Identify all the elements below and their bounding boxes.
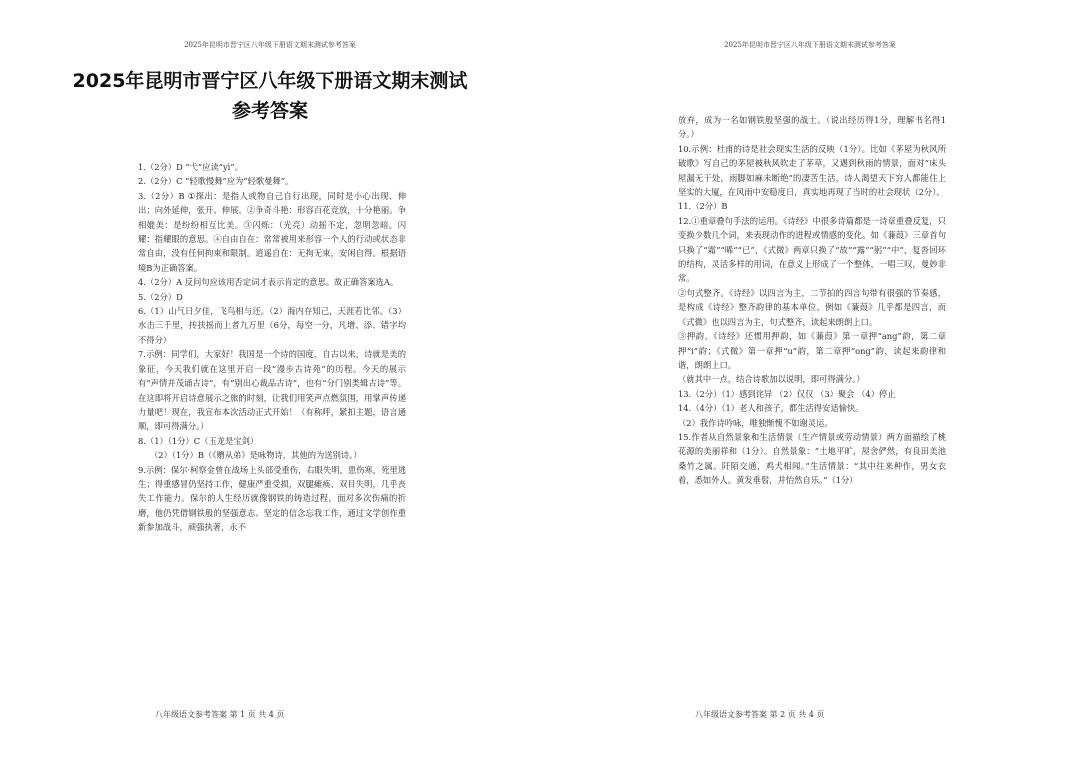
- answer-item: ②句式整齐。《诗经》以四言为主，二节拍的四言句带有很强的节奏感，是构成《诗经》整齐韵律的基本单位。例如《蒹葭》几乎都是四言，而《式微》也以四言为主，句式整齐，读起来朗朗上口。: [678, 287, 946, 327]
- answer-item: 8.（1）（1分）C（玉龙是宝剑）: [138, 435, 259, 446]
- answer-item: （2）我作诗吟咏，唯独惭愧不如谢灵运。: [678, 417, 833, 428]
- answer-item: 10.示例：杜甫的诗是社会现实生活的反映（1分）。比如《茅屋为秋风所破歌》写自己的茅屋被秋风吹走了茅草，又遇到秋雨的情景，面对“床头屋漏无干处，雨脚如麻未断绝”的凄苦生活，诗人渴望天下穷人都能住上坚实的大厦，在风雨中安稳度日，真实地再现了当时的社会现状（2分）。: [678, 143, 946, 198]
- answer-item: 1.（2分）D “弋”应读“yì”。: [138, 162, 243, 172]
- answer-item: 3.（2分）B ①探出：是指人或物自己自行出现，同时是小心出现、伸出；向外延伸，张开、伸展。②争奇斗艳：形容百花竞放，十分艳丽。争相媲美：是纷纷相互比美。③闪烁：（光亮）动摇不定，忽明忽暗。闪耀：指耀眼的意思。④自由自在：常常被用来形容一个人的行动或状态非常自由，没有任何拘束和限制。逍遥自在：无拘无束，安闲自得。根据语境B为正确答案。: [138, 190, 406, 273]
- answer-item: 14.（4分）（1）老人和孩子，都生活得安适愉快。: [678, 403, 864, 414]
- answer-item: （2）（1分）B（《赠从弟》是咏物诗，其他的为送别诗。）: [150, 450, 362, 461]
- answer-item: 9.示例：保尔·柯察金曾在战场上头部受重伤，右眼失明，患伤寒，死里逃生；得重感冒仍坚持工作，健康严重受损，双腿瘫痪、双目失明，几乎丧失工作能力。保尔的人生经历就像钢铁的铸造过程，面对多次伤痛的折磨，他仍凭借钢铁般的坚强意志、坚定的信念忘我工作，通过文学创作重新参加战斗，顽强执著，永不: [138, 464, 406, 533]
- answer-item: 15.作者从自然景象和生活情景（生产情景或劳动情景）两方面描绘了桃花源的美丽祥和（1分）。自然景象：“土地平旷，屋舍俨然，有良田美池桑竹之属。阡陌交通，鸡犬相闻。”生活情景：“其中往来种作，男女衣着，悉如外人。黄发垂髫，并怡然自乐。”（1分）: [678, 431, 946, 486]
- running-header: 2025年昆明市晋宁区八年级下册语文期末测试参考答案: [184, 41, 356, 49]
- answer-body: [678, 113, 946, 488]
- answer-item: 6.（1）山气日夕佳，飞鸟相与还。（2）海内存知己，天涯若比邻。（3）水击三千里，抟扶摇而上者九万里（6分，每空一分，凡增、添、错字均不得分）: [138, 306, 406, 345]
- answer-item: 7.示例：同学们，大家好！我国是一个诗的国度，自古以来，诗就是美的象征，今天我们就在这里开启一段“漫步古诗苑”的历程。今天的展示有“声情并茂诵古诗”，有“别出心裁品古诗”，也有“分门别类辑古诗”等。在这即将开启诗意展示之旅的时刻，让我们用笑声点燃氛围，用掌声传递力量吧！现在，我宣布本次活动正式开始！（有称呼，紧扣主题，语言通顺，即可得满分。）: [138, 349, 406, 432]
- answer-item: 2.（2分）C “轻歌慢舞”应为“轻歌曼舞”。: [138, 176, 294, 187]
- answer-item: 5.（2分）D: [138, 291, 183, 302]
- answer-item: 放弃，成为一名如钢铁般坚强的战士。（说出经历得1分，理解书名得1分。）: [678, 115, 946, 140]
- answer-item: 11.（2分）B: [678, 201, 728, 212]
- document-title: 2025年昆明市晋宁区八年级下册语文期末测试参考答案: [72, 70, 468, 122]
- page-2: [540, 0, 1080, 764]
- answer-item: 13.（2分）（1）感到诧异 （2）仅仅 （3）聚会 （4）停止: [678, 388, 896, 399]
- answer-item: （就其中一点，结合诗歌加以说明，即可得满分。）: [678, 374, 865, 385]
- answer-body: [138, 160, 406, 535]
- page-footer: 八年级语文参考答案 第 1 页 共 4 页: [155, 710, 285, 719]
- running-header: 2025年昆明市晋宁区八年级下册语文期末测试参考答案: [724, 41, 896, 49]
- answer-item: ③押韵。《诗经》还惯用押韵，如《蒹葭》第一章押“ang”韵，第二章押“i”韵；《式微》第一章押“u”韵，第二章押“ong”韵，读起来韵律和谐，朗朗上口。: [678, 331, 946, 370]
- answer-item: 12.①重章叠句手法的运用。《诗经》中很多诗篇都是一诗章重叠反复，只变换少数几个词，来表现动作的进程或情感的变化。如《蒹葭》三章首句只换了“霜”“晞”“已”，《式微》两章只换了“故”“露”“躬”“中”，复沓回环的结构，灵活多样的用词，在意义上形成了一个整体，一唱三叹，曼妙非常。: [678, 215, 946, 284]
- page-footer: 八年级语文参考答案 第 2 页 共 4 页: [695, 710, 825, 719]
- answer-item: 4.（2分）A 反问句应该用否定词才表示肯定的意思。故正确答案选A。: [138, 277, 399, 288]
